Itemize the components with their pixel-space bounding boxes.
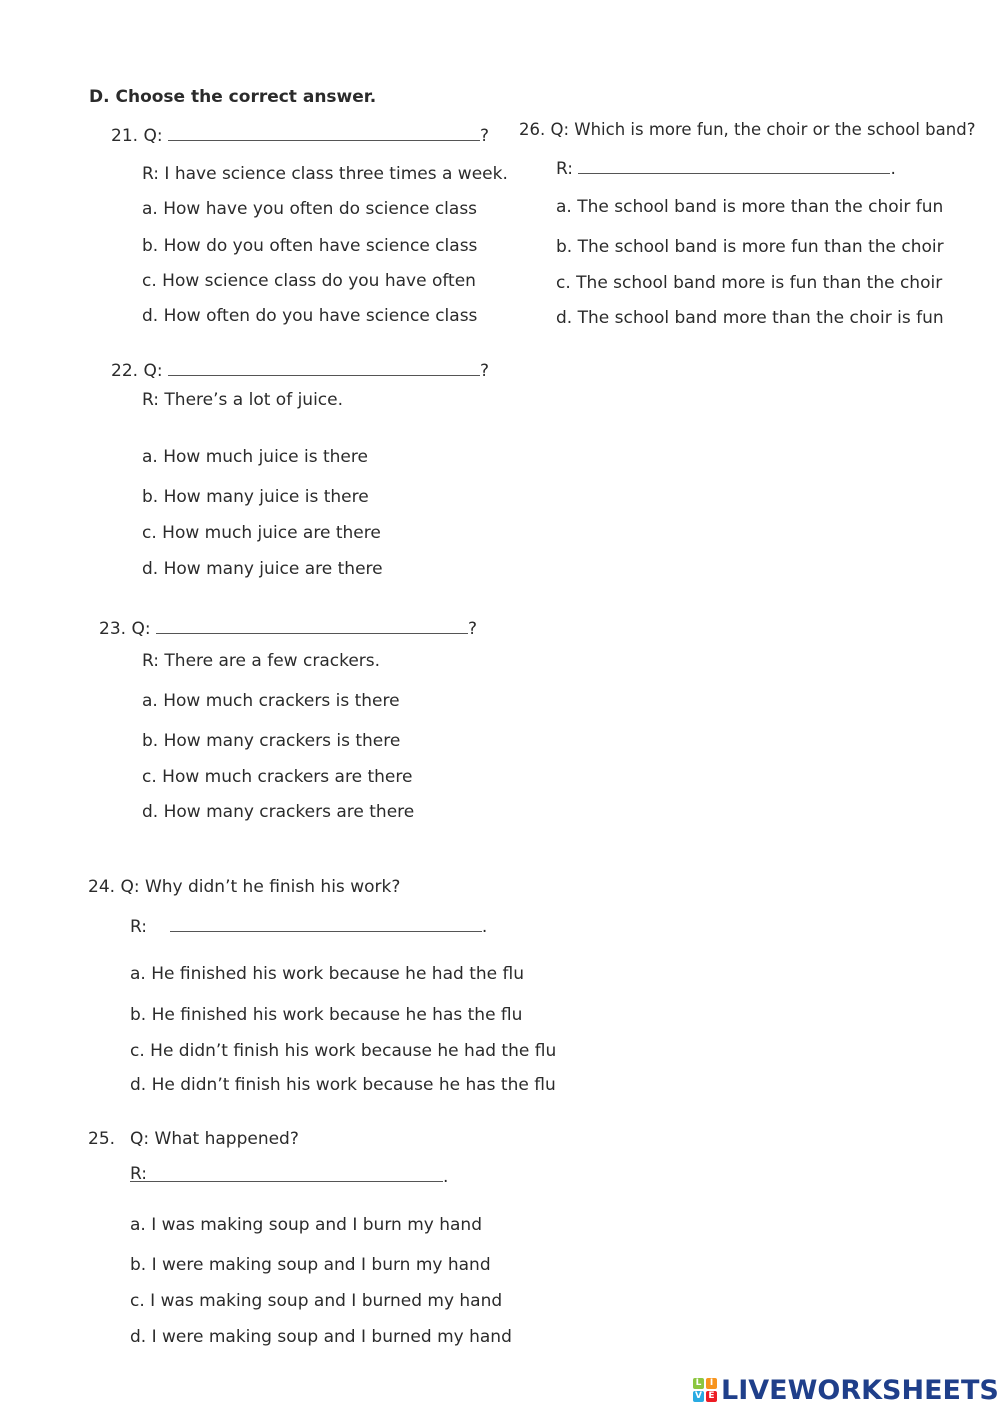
- answer-blank[interactable]: [156, 616, 468, 634]
- answer-blank[interactable]: [578, 156, 890, 174]
- option-24-c[interactable]: c. He didn’t finish his work because he had the flu: [130, 1041, 557, 1061]
- option-24-d[interactable]: d. He didn’t finish his work because he has the flu: [130, 1075, 556, 1095]
- option-25-d[interactable]: d. I were making soup and I burned my hand: [130, 1327, 512, 1347]
- question-24: 24. Q: Why didn’t he finish his work?: [88, 877, 401, 897]
- question-mark: ?: [479, 126, 489, 146]
- option-21-c[interactable]: c. How science class do you have often: [142, 271, 476, 291]
- response-22: R: There’s a lot of juice.: [142, 390, 344, 410]
- response-label: R:: [556, 159, 574, 179]
- question-21: [111, 123, 489, 146]
- question-22: [111, 358, 489, 381]
- option-23-a[interactable]: a. How much crackers is there: [142, 691, 400, 711]
- option-21-d[interactable]: d. How often do you have science class: [142, 306, 478, 326]
- option-26-d[interactable]: d. The school band more than the choir is fun: [556, 308, 944, 328]
- option-22-d[interactable]: d. How many juice are there: [142, 559, 383, 579]
- question-mark: ?: [467, 619, 477, 639]
- question-25: Q: What happened?: [130, 1129, 299, 1149]
- option-24-a[interactable]: a. He finished his work because he had the flu: [130, 964, 524, 984]
- response-21: R: I have science class three times a week.: [142, 164, 508, 184]
- question-26: 26. Q: Which is more fun, the choir or the school band?: [519, 120, 976, 139]
- question-25-number: 25.: [88, 1129, 116, 1149]
- response-25: [130, 1164, 448, 1187]
- response-23: R: There are a few crackers.: [142, 651, 381, 671]
- question-23: [99, 616, 477, 639]
- option-23-d[interactable]: d. How many crackers are there: [142, 802, 415, 822]
- question-label: Q:: [131, 619, 151, 639]
- option-21-b[interactable]: b. How do you often have science class: [142, 236, 478, 256]
- response-26: [556, 156, 896, 179]
- period: .: [890, 159, 896, 179]
- option-23-c[interactable]: c. How much crackers are there: [142, 767, 413, 787]
- section-label: D.: [89, 87, 110, 107]
- option-26-b[interactable]: b. The school band is more fun than the choir: [556, 237, 944, 257]
- question-number: 22.: [111, 361, 139, 381]
- answer-blank[interactable]: [168, 358, 480, 376]
- section-heading: [89, 87, 376, 107]
- answer-blank[interactable]: [130, 1164, 443, 1182]
- option-23-b[interactable]: b. How many crackers is there: [142, 731, 401, 751]
- option-25-b[interactable]: b. I were making soup and I burn my hand: [130, 1255, 491, 1275]
- response-24: [130, 914, 487, 937]
- question-label: Q:: [143, 361, 163, 381]
- question-label: Q:: [143, 126, 163, 146]
- option-25-c[interactable]: c. I was making soup and I burned my hand: [130, 1291, 503, 1311]
- response-label: R:: [130, 1164, 148, 1184]
- section-title: Choose the correct answer.: [115, 87, 377, 107]
- logo-letter: L: [693, 1378, 704, 1389]
- live-icon: [693, 1378, 717, 1402]
- option-25-a[interactable]: a. I was making soup and I burn my hand: [130, 1215, 482, 1235]
- option-22-b[interactable]: b. How many juice is there: [142, 487, 369, 507]
- logo-letter: E: [706, 1391, 717, 1402]
- option-26-c[interactable]: c. The school band more is fun than the choir: [556, 273, 943, 293]
- period: .: [481, 917, 488, 937]
- period: .: [443, 1167, 449, 1187]
- answer-blank[interactable]: [168, 123, 480, 141]
- option-22-c[interactable]: c. How much juice are there: [142, 523, 381, 543]
- option-21-a[interactable]: a. How have you often do science class: [142, 199, 478, 219]
- option-26-a[interactable]: a. The school band is more than the choir fun: [556, 197, 944, 217]
- option-22-a[interactable]: a. How much juice is there: [142, 447, 368, 467]
- logo-letter: V: [693, 1391, 704, 1402]
- logo-text: LIVEWORKSHEETS: [721, 1374, 999, 1406]
- answer-blank[interactable]: [170, 914, 482, 932]
- option-24-b[interactable]: b. He finished his work because he has the flu: [130, 1005, 523, 1025]
- liveworksheets-logo: [693, 1374, 999, 1406]
- logo-letter: I: [706, 1378, 717, 1389]
- question-number: 21.: [111, 126, 139, 146]
- question-number: 23.: [99, 619, 127, 639]
- response-label: R:: [130, 917, 148, 937]
- question-mark: ?: [479, 361, 489, 381]
